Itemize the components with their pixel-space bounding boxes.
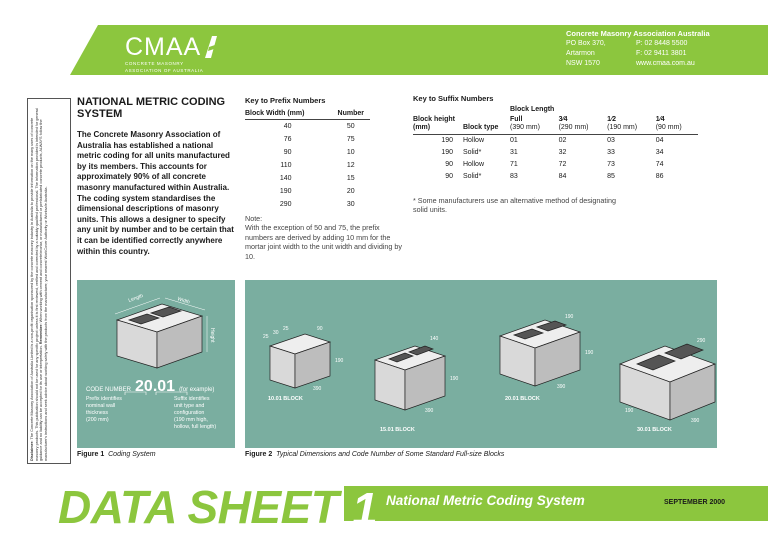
remember-label: Remember: — [39, 323, 44, 345]
cell: 90 — [283, 148, 292, 156]
disclaimer-label: Disclaimer: — [30, 440, 34, 461]
text-line: thickness — [86, 410, 109, 416]
label-length: Length — [127, 293, 145, 304]
dim-label: 140 — [430, 336, 439, 342]
suffix-table — [413, 105, 698, 183]
cell: 90 — [445, 173, 453, 180]
disclaimer-box — [27, 98, 71, 464]
dim-label: 190 — [565, 314, 574, 320]
table-row — [413, 135, 698, 147]
cell: 02 — [558, 137, 567, 145]
cell: 15 — [346, 174, 355, 182]
cell: 50 — [346, 122, 355, 130]
cell: 290 — [279, 200, 292, 208]
dim-label: 290 — [697, 338, 706, 344]
cell: 34 — [655, 149, 664, 156]
data-sheet-number: 1 — [352, 483, 378, 535]
block-label: 30.01 BLOCK — [637, 427, 672, 433]
table-row — [413, 159, 698, 171]
cell: 32 — [558, 149, 567, 156]
block-label: 10.01 BLOCK — [268, 396, 303, 402]
cell: 03 — [607, 137, 615, 145]
text-line: Prefix identifies — [86, 396, 122, 402]
cell: 190 — [441, 149, 453, 156]
cell: 190 — [279, 187, 292, 195]
block-label: 15.01 BLOCK — [380, 427, 415, 433]
prefix-note — [245, 214, 405, 261]
cell: 33 — [607, 149, 615, 156]
logo-word: CMAA — [125, 32, 202, 61]
cell: Solid* — [463, 149, 482, 156]
cell: 04 — [655, 137, 664, 145]
intro-title: NATIONAL METRIC CODING SYSTEM — [77, 96, 226, 120]
logo-subtitle-2: ASSOCIATION OF AUSTRALIA — [125, 67, 204, 73]
suffix-col-height: Block height (mm) — [413, 105, 463, 135]
caption-number: Figure 1 — [77, 451, 105, 458]
disclaimer-text — [28, 99, 71, 464]
address-line-2: Artarmon — [566, 50, 595, 57]
cell: 10 — [346, 148, 355, 156]
cell: Solid* — [463, 173, 482, 180]
note-text: With the exception of 50 and 75, the prefix numbers are derived by adding 10 mm for the mortar joint width to the unit width and dividing by 10. — [245, 223, 403, 261]
table-row — [245, 172, 370, 185]
cell: 76 — [283, 135, 292, 143]
intro-body: The Concrete Masonry Association of Australia has established a national metric coding for all units manufactured by its members. This accounts for approximately 90% of all concrete masonry manufactured within Australia. The coding system standardises the dimensional descriptions of masonry units. This allows a designer to specify any unit by number and to be certain that it can be identified correctly anywhere within this country. — [77, 130, 234, 256]
cell: Hollow — [463, 161, 485, 168]
code-number-value: 20.01 — [135, 378, 176, 395]
cell: 01 — [510, 137, 518, 145]
length-name: 1⁄2 — [607, 116, 617, 123]
blocks-diagram — [245, 280, 717, 448]
org-contact — [566, 29, 710, 69]
prefix-key-heading: Key to Prefix Numbers — [245, 96, 326, 105]
dim-label: 390 — [313, 386, 322, 392]
text-line: hollow, full length) — [174, 424, 217, 430]
cell: 71 — [510, 161, 518, 168]
cell: 84 — [558, 173, 567, 180]
cell: 20 — [346, 187, 355, 195]
dim-label: 25 — [283, 326, 289, 332]
code-number-label: CODE NUMBER — [86, 387, 132, 393]
prefix-col-number: Number — [332, 108, 371, 120]
cell: 90 — [445, 161, 453, 168]
cell: 73 — [607, 161, 615, 168]
data-sheet-title: DATA SHEET — [58, 481, 339, 533]
header-banner — [70, 25, 768, 75]
org-name: Concrete Masonry Association Australia — [566, 29, 710, 38]
dim-label: 190 — [335, 358, 344, 364]
code-number — [86, 378, 214, 396]
dim-label: 390 — [691, 418, 700, 424]
length-three-quarter — [559, 115, 608, 135]
caption-text: Coding System — [108, 451, 156, 458]
fax: F: 02 9411 3801 — [636, 50, 687, 57]
suffix-key-heading: Key to Suffix Numbers — [413, 94, 494, 103]
text-line: (200 mm) — [86, 417, 109, 423]
dim-label: 390 — [425, 408, 434, 414]
cell: 74 — [655, 161, 664, 168]
prefix-explanation — [86, 396, 146, 424]
length-half — [607, 115, 656, 135]
disclaimer-body: The Concrete Masonry Association of Australia Limited is a non-profit organisation sponsored by the concrete masonry industry in Australia to provide information on the many uses of concrete masonry products. This publication should not be used for any specific project unless it is first reviewed, verified and corrected by a suitably qualified professional. The information provided is intended for general guidance and no liability can be accepted for its use or interpretation. — [30, 108, 44, 461]
table-row — [245, 185, 370, 198]
caption-text: Typical Dimensions and Code Number of Some Standard Full-size Blocks — [276, 451, 505, 458]
note-label: Note: — [245, 214, 263, 223]
cell: 83 — [510, 173, 518, 180]
text-line: Suffix identifies — [174, 396, 210, 402]
length-mm: (190 mm) — [607, 124, 638, 131]
suffix-explanation — [174, 396, 234, 431]
dim-label: 190 — [585, 350, 594, 356]
code-number-note: (for example) — [179, 387, 215, 393]
suffix-footnote: * Some manufacturers use an alternative method of designating solid units. — [413, 196, 616, 215]
figure-2-caption — [245, 451, 504, 458]
length-mm: (90 mm) — [655, 124, 682, 131]
cell: 31 — [510, 149, 518, 156]
length-quarter — [656, 115, 698, 135]
cell: 40 — [283, 122, 292, 130]
table-row — [245, 133, 370, 146]
text-line: configuration — [174, 410, 205, 416]
cmaa-logo — [125, 34, 219, 73]
length-name: 3⁄4 — [558, 116, 568, 123]
prefix-table — [245, 108, 370, 211]
address-line-1: PO Box 370, — [566, 40, 606, 47]
figure-2-panel — [245, 280, 717, 448]
cell: 75 — [346, 135, 355, 143]
suffix-col-type: Block type — [463, 105, 510, 135]
table-row — [245, 198, 370, 211]
data-sheet-date: SEPTEMBER 2000 — [664, 499, 726, 506]
cell: 30 — [346, 200, 355, 208]
dim-label: 90 — [317, 326, 323, 332]
length-mm: (290 mm) — [558, 124, 589, 131]
length-name: Full — [510, 116, 523, 123]
table-row — [245, 146, 370, 159]
dim-label: 190 — [625, 408, 634, 414]
length-name: 1⁄4 — [655, 116, 665, 123]
dim-label: 30 — [273, 330, 279, 336]
label-height: Height — [209, 328, 215, 343]
text-line: (190 mm high, — [174, 417, 208, 423]
cell: 140 — [279, 174, 292, 182]
cell: 12 — [346, 161, 355, 169]
table-row — [413, 147, 698, 159]
address-line-3: NSW 1570 — [566, 60, 600, 67]
text-line: nominal wall — [86, 403, 116, 409]
cell: Hollow — [463, 137, 485, 145]
table-row — [413, 171, 698, 183]
table-row — [245, 120, 370, 133]
table-row — [245, 159, 370, 172]
logo-subtitle-1: CONCRETE MASONRY — [125, 61, 184, 66]
caption-number: Figure 2 — [245, 451, 273, 458]
text-line: unit type and — [174, 403, 205, 409]
cell: 72 — [558, 161, 567, 168]
block-label: 20.01 BLOCK — [505, 396, 540, 402]
remember-body: When working with cement and concrete/mortar, or manufactured or prefabricated concrete products, ALWAYS follow the manufacturer's instructions and seek advice about working safely with the products from the manufacturer, your nearest WorkCover Authority or Worksafe Australia. — [39, 119, 48, 461]
suffix-group-length: Block Length — [510, 106, 555, 113]
dim-label: 190 — [450, 376, 459, 382]
cell: 86 — [655, 173, 664, 180]
website: www.cmaa.com.au — [636, 60, 695, 67]
data-sheet-subtitle: National Metric Coding System — [386, 493, 585, 508]
prefix-col-width: Block Width (mm) — [245, 108, 332, 120]
label-width: Width — [176, 296, 191, 306]
cell: 190 — [441, 137, 453, 145]
length-full — [510, 115, 559, 135]
cell: 85 — [607, 173, 615, 180]
figure-1-caption — [77, 451, 156, 458]
phone: P: 02 8448 5500 — [636, 40, 688, 47]
logo-mark-icon — [203, 34, 219, 60]
dim-label: 25 — [263, 334, 269, 340]
cell: 110 — [280, 161, 292, 169]
length-mm: (390 mm) — [510, 124, 540, 131]
dim-label: 390 — [557, 384, 566, 390]
